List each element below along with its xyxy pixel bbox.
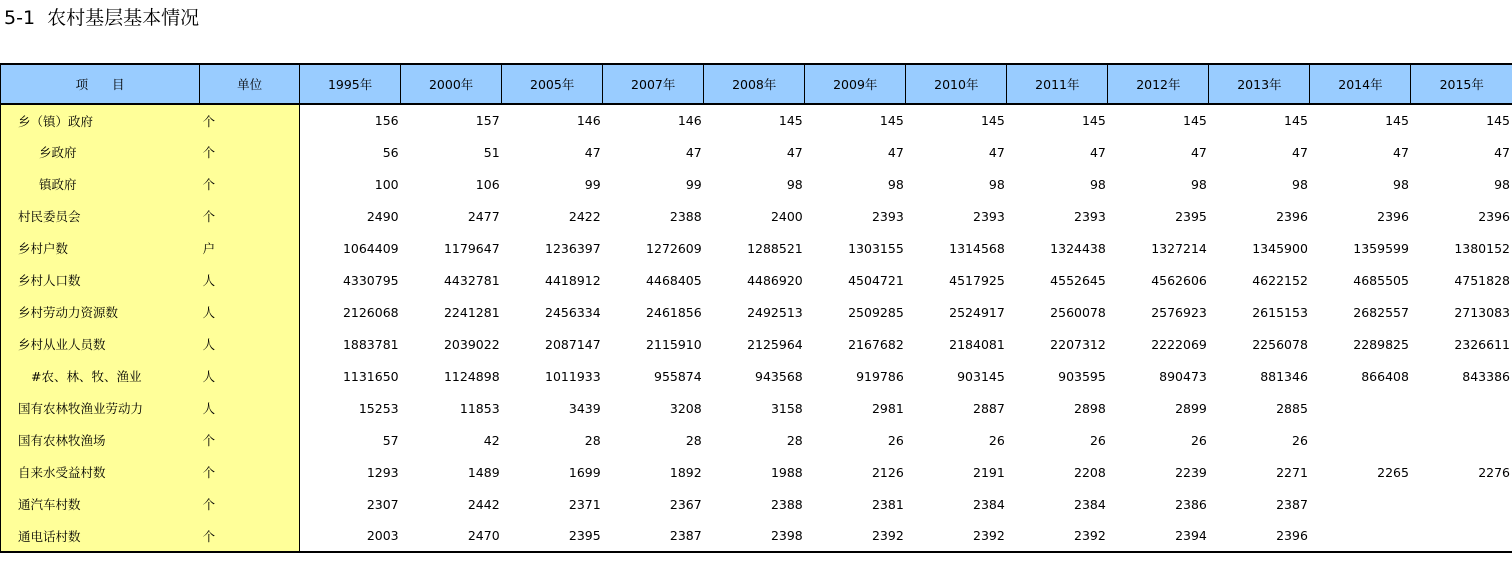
table-cell: 2396 [1377,208,1409,224]
table-cell: 1236397 [545,240,601,256]
table-cell: 42 [483,432,500,448]
table-cell: 146 [677,113,702,128]
table-cell: 47 [1494,144,1510,160]
table-cell: 99 [584,176,601,192]
row-unit: 个 [200,424,300,456]
table-row [1,264,1512,296]
table-cell: 2387 [603,520,704,552]
table-row [1,104,1512,136]
row-unit: 人 [200,392,300,424]
table-cell: 2039022 [443,336,500,352]
row-unit: 个 [200,136,300,168]
table-cell: 2898 [1074,400,1106,416]
table-cell: 903145 [957,368,1005,384]
table-cell: 145 [1183,113,1207,128]
header-year: 1995年 [300,64,401,104]
table-cell: 157 [475,113,500,128]
table-cell: 47 [685,144,702,160]
table-cell: 2442 [467,496,500,512]
table-cell: 1699 [568,464,601,480]
table-cell: 15253 [358,400,399,416]
table-cell: 2400 [770,208,803,224]
table-cell [1310,424,1411,456]
table-cell: 2492513 [747,304,803,320]
table-cell: 2524917 [949,304,1005,320]
table-cell [1411,424,1512,456]
table-cell: 145 [879,113,904,128]
table-cell: 2381 [871,496,904,512]
table-cell: 2396 [1478,208,1510,224]
row-label: 乡（镇）政府 [1,104,200,136]
table-cell: 2392 [906,520,1007,552]
table-cell: 2396 [1276,208,1308,224]
table-cell: 100 [374,176,399,192]
row-label: #农、林、牧、渔业 [1,360,200,392]
row-label: 国有农林牧渔场 [1,424,200,456]
table-cell: 2388 [770,496,803,512]
row-unit: 个 [200,168,300,200]
table-cell: 955874 [654,368,702,384]
table-cell: 2222069 [1151,336,1207,352]
table-cell: 2384 [1074,496,1106,512]
table-row [1,392,1512,424]
table-row [1,296,1512,328]
table-cell: 2307 [366,496,399,512]
table-cell: 2682557 [1353,304,1409,320]
row-unit: 人 [200,328,300,360]
table-cell: 2191 [973,464,1005,480]
table-cell: 1489 [467,464,500,480]
table-cell: 47 [887,144,904,160]
table-row [1,424,1512,456]
header-year: 2005年 [502,64,603,104]
table-cell [1411,520,1512,552]
table-row [1,360,1512,392]
table-cell: 2126 [871,464,904,480]
header-year: 2000年 [401,64,502,104]
table-cell: 2371 [568,496,601,512]
table-cell: 903595 [1058,368,1106,384]
table-cell: 47 [1190,144,1207,160]
row-label: 乡村人口数 [1,264,200,296]
header-year: 2008年 [704,64,805,104]
table-cell: 2184081 [949,336,1005,352]
table-cell: 2393 [871,208,904,224]
row-unit: 户 [200,232,300,264]
table-cell: 26 [887,432,904,448]
table-cell: 26 [1190,432,1207,448]
table-cell: 56 [382,144,399,160]
table-cell: 98 [988,176,1005,192]
table-cell: 146 [576,113,601,128]
table-cell: 47 [1393,144,1409,160]
table-cell: 145 [1284,113,1308,128]
table-cell: 47 [1292,144,1308,160]
header-year: 2013年 [1209,64,1310,104]
table-cell: 98 [1494,176,1510,192]
table-cell: 2167682 [848,336,904,352]
table-cell: 145 [1081,113,1106,128]
header-year: 2009年 [805,64,906,104]
row-label: 镇政府 [1,168,200,200]
row-label: 自来水受益村数 [1,456,200,488]
table-cell: 98 [1190,176,1207,192]
table-cell: 2461856 [646,304,702,320]
table-cell: 2395 [1175,208,1207,224]
table-cell: 2125964 [747,336,803,352]
table-cell: 145 [778,113,803,128]
table-cell: 2394 [1108,520,1209,552]
table-cell: 26 [1089,432,1106,448]
table-cell: 3208 [669,400,702,416]
row-label: 乡政府 [1,136,200,168]
table-cell: 881346 [1260,368,1308,384]
table-cell: 2456334 [545,304,601,320]
table-cell: 2388 [669,208,702,224]
table-cell: 2470 [401,520,502,552]
table-cell: 98 [1089,176,1106,192]
table-cell: 2392 [1007,520,1108,552]
row-unit: 个 [200,104,300,136]
table-cell [1310,488,1411,520]
table-cell: 2392 [805,520,906,552]
table-row [1,456,1512,488]
table-cell: 2207312 [1050,336,1106,352]
table-cell: 2386 [1175,496,1207,512]
table-cell: 98 [1393,176,1409,192]
table-cell: 145 [1486,113,1510,128]
table-cell: 28 [786,432,803,448]
table-cell: 4552645 [1050,272,1106,288]
table-cell: 2289825 [1353,336,1409,352]
table-cell: 1064409 [342,240,399,256]
table-cell [1411,488,1512,520]
table-cell [1310,520,1411,552]
table-cell: 2241281 [443,304,500,320]
table-cell: 1327214 [1151,240,1207,256]
table-cell: 28 [584,432,601,448]
table-cell: 4685505 [1353,272,1409,288]
table-cell: 26 [1292,432,1308,448]
table-row [1,136,1512,168]
row-unit: 个 [200,520,300,552]
table-cell: 98 [1292,176,1308,192]
table-cell: 4432781 [443,272,500,288]
table-cell: 890473 [1159,368,1207,384]
table-cell: 1892 [669,464,702,480]
table-cell: 4468405 [646,272,702,288]
table-cell: 2396 [1209,520,1310,552]
header-year: 2012年 [1108,64,1209,104]
table-cell: 2393 [973,208,1005,224]
table-cell: 2087147 [545,336,601,352]
table-cell: 2276 [1478,464,1510,480]
header-year: 2014年 [1310,64,1411,104]
row-label: 乡村从业人员数 [1,328,200,360]
table-cell: 2560078 [1050,304,1106,320]
table-row [1,168,1512,200]
table-cell: 4486920 [747,272,803,288]
table-cell: 2398 [704,520,805,552]
table-cell: 47 [1089,144,1106,160]
table-cell: 1303155 [848,240,904,256]
table-cell: 2115910 [646,336,702,352]
table-cell: 1293 [366,464,399,480]
table-cell: 1272609 [646,240,702,256]
table-cell: 28 [685,432,702,448]
table-cell: 2713083 [1454,304,1510,320]
table-cell: 1179647 [443,240,500,256]
table-cell: 3158 [770,400,803,416]
table-cell: 4504721 [848,272,904,288]
table-cell: 2395 [502,520,603,552]
table-cell: 99 [685,176,702,192]
table-cell: 2899 [1175,400,1207,416]
table-cell: 2387 [1276,496,1308,512]
table-cell: 2477 [467,208,500,224]
table-cell: 98 [786,176,803,192]
row-label: 村民委员会 [1,200,200,232]
table-cell: 2326611 [1454,336,1510,352]
table-cell: 1011933 [545,368,601,384]
table-cell: 106 [475,176,500,192]
table-cell: 4751828 [1454,272,1510,288]
table-cell: 2509285 [848,304,904,320]
row-unit: 人 [200,264,300,296]
table-cell: 2393 [1074,208,1106,224]
table-cell: 1124898 [443,368,500,384]
table-cell: 2265 [1377,464,1409,480]
row-unit: 人 [200,360,300,392]
table-cell: 156 [374,113,399,128]
table-cell: 2576923 [1151,304,1207,320]
table-row [1,488,1512,520]
table-cell: 51 [483,144,500,160]
table-cell: 1288521 [747,240,803,256]
header-item: 项 目 [1,64,200,104]
table-cell: 2422 [568,208,601,224]
table-cell: 2239 [1175,464,1207,480]
table-cell [1411,392,1512,424]
table-cell: 1314568 [949,240,1005,256]
row-label: 通汽车村数 [1,488,200,520]
table-cell: 2981 [871,400,904,416]
table-cell: 1359599 [1353,240,1409,256]
table-cell: 2256078 [1252,336,1308,352]
table-row [1,520,1512,552]
row-unit: 人 [200,296,300,328]
table-cell: 47 [988,144,1005,160]
table-cell: 47 [584,144,601,160]
table-body [1,104,1512,552]
table-cell: 2208 [1074,464,1106,480]
table-cell: 4562606 [1151,272,1207,288]
header-unit: 单位 [200,64,300,104]
table-header-row [1,64,1512,104]
table-cell: 1345900 [1252,240,1308,256]
table-cell: 98 [887,176,904,192]
table-cell: 26 [988,432,1005,448]
table-cell: 2271 [1276,464,1308,480]
page-title: 5-1 农村基层基本情况 [4,7,200,29]
table-cell: 4517925 [949,272,1005,288]
header-year: 2015年 [1411,64,1512,104]
table-cell: 57 [382,432,399,448]
table-cell: 4330795 [342,272,399,288]
row-label: 通电话村数 [1,520,200,552]
table-cell: 4418912 [545,272,601,288]
row-unit: 个 [200,456,300,488]
table-cell: 943568 [755,368,803,384]
table-cell: 1883781 [342,336,399,352]
table-row [1,328,1512,360]
table-cell: 3439 [568,400,601,416]
table-cell: 47 [786,144,803,160]
table-cell: 1324438 [1050,240,1106,256]
row-label: 国有农林牧渔业劳动力 [1,392,200,424]
table-cell: 2885 [1276,400,1308,416]
row-label: 乡村户数 [1,232,200,264]
data-table [0,63,1512,553]
table-cell: 2003 [300,520,401,552]
table-cell: 2384 [973,496,1005,512]
header-year: 2011年 [1007,64,1108,104]
table-cell: 2367 [669,496,702,512]
header-year: 2007年 [603,64,704,104]
table-row [1,232,1512,264]
table-row [1,200,1512,232]
table-cell: 919786 [856,368,904,384]
table-cell: 1380152 [1454,240,1510,256]
table-cell: 145 [980,113,1005,128]
row-label: 乡村劳动力资源数 [1,296,200,328]
table-cell: 4622152 [1252,272,1308,288]
table-cell: 1131650 [342,368,399,384]
table-cell: 2887 [973,400,1005,416]
table-cell: 2615153 [1252,304,1308,320]
row-unit: 个 [200,200,300,232]
header-year: 2010年 [906,64,1007,104]
table-cell: 2490 [366,208,399,224]
table-cell: 866408 [1361,368,1409,384]
table-cell: 2126068 [342,304,399,320]
table-cell: 145 [1385,113,1409,128]
table-cell: 11853 [459,400,500,416]
table-cell [1310,392,1411,424]
table-cell: 843386 [1462,368,1510,384]
table-cell: 1988 [770,464,803,480]
row-unit: 个 [200,488,300,520]
